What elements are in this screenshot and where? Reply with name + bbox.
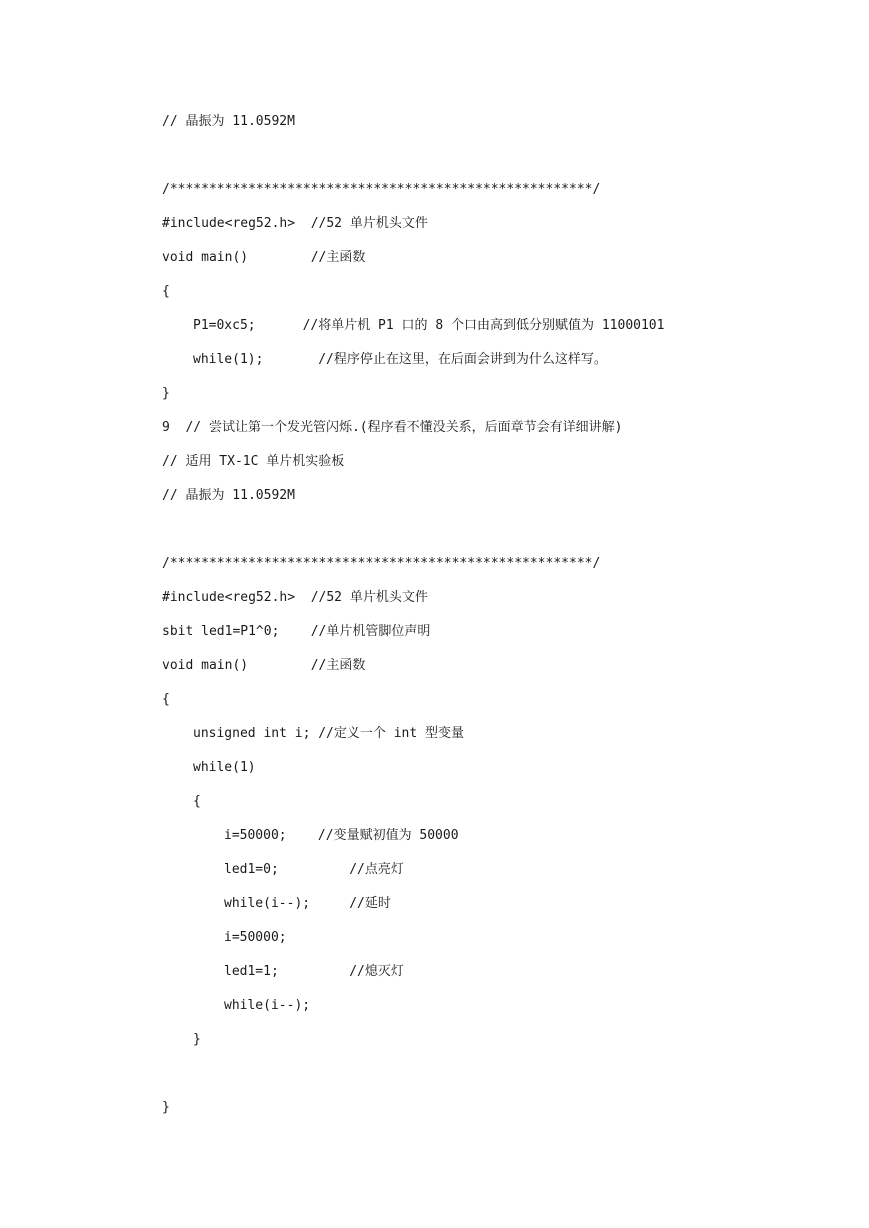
include-directive-1: #include<reg52.h> //52 单片机头文件 <box>162 216 428 231</box>
code-line-while-loop: while(1) <box>193 760 256 775</box>
main-function-signature-1: void main() //主函数 <box>162 250 366 265</box>
open-brace-loop: { <box>193 794 201 809</box>
sbit-declaration: sbit led1=P1^0; //单片机管脚位声明 <box>162 624 431 639</box>
open-brace-2: { <box>162 692 170 707</box>
close-brace-loop: } <box>193 1032 201 1047</box>
code-line-delay-1: while(i--); //延时 <box>224 896 391 911</box>
code-line-led-off: led1=1; //熄灭灯 <box>224 964 404 979</box>
section-heading-9: 9 // 尝试让第一个发光管闪烁.(程序看不懂没关系，后面章节会有详细讲解) <box>162 420 623 435</box>
code-line-led-on: led1=0; //点亮灯 <box>224 862 404 877</box>
comment-crystal-frequency-1: // 晶振为 11.0592M <box>162 114 295 129</box>
comment-board: // 适用 TX-1C 单片机实验板 <box>162 454 345 469</box>
main-function-signature-2: void main() //主函数 <box>162 658 366 673</box>
comment-separator-2: /******************************************************/ <box>162 556 601 571</box>
code-line-while-halt: while(1); //程序停止在这里，在后面会讲到为什么这样写。 <box>193 352 607 367</box>
code-line-init-i-1: i=50000; //变量赋初值为 50000 <box>224 828 459 843</box>
comment-crystal-frequency-2: // 晶振为 11.0592M <box>162 488 295 503</box>
code-line-declare-i: unsigned int i; //定义一个 int 型变量 <box>193 726 465 741</box>
code-line-assign-p1: P1=0xc5; //将单片机 P1 口的 8 个口由高到低分别赋值为 11000101 <box>193 318 665 333</box>
code-line-init-i-2: i=50000; <box>224 930 287 945</box>
open-brace-1: { <box>162 284 170 299</box>
include-directive-2: #include<reg52.h> //52 单片机头文件 <box>162 590 428 605</box>
comment-separator-1: /******************************************************/ <box>162 182 601 197</box>
close-brace-1: } <box>162 386 170 401</box>
code-line-delay-2: while(i--); <box>224 998 311 1013</box>
close-brace-2: } <box>162 1100 170 1115</box>
